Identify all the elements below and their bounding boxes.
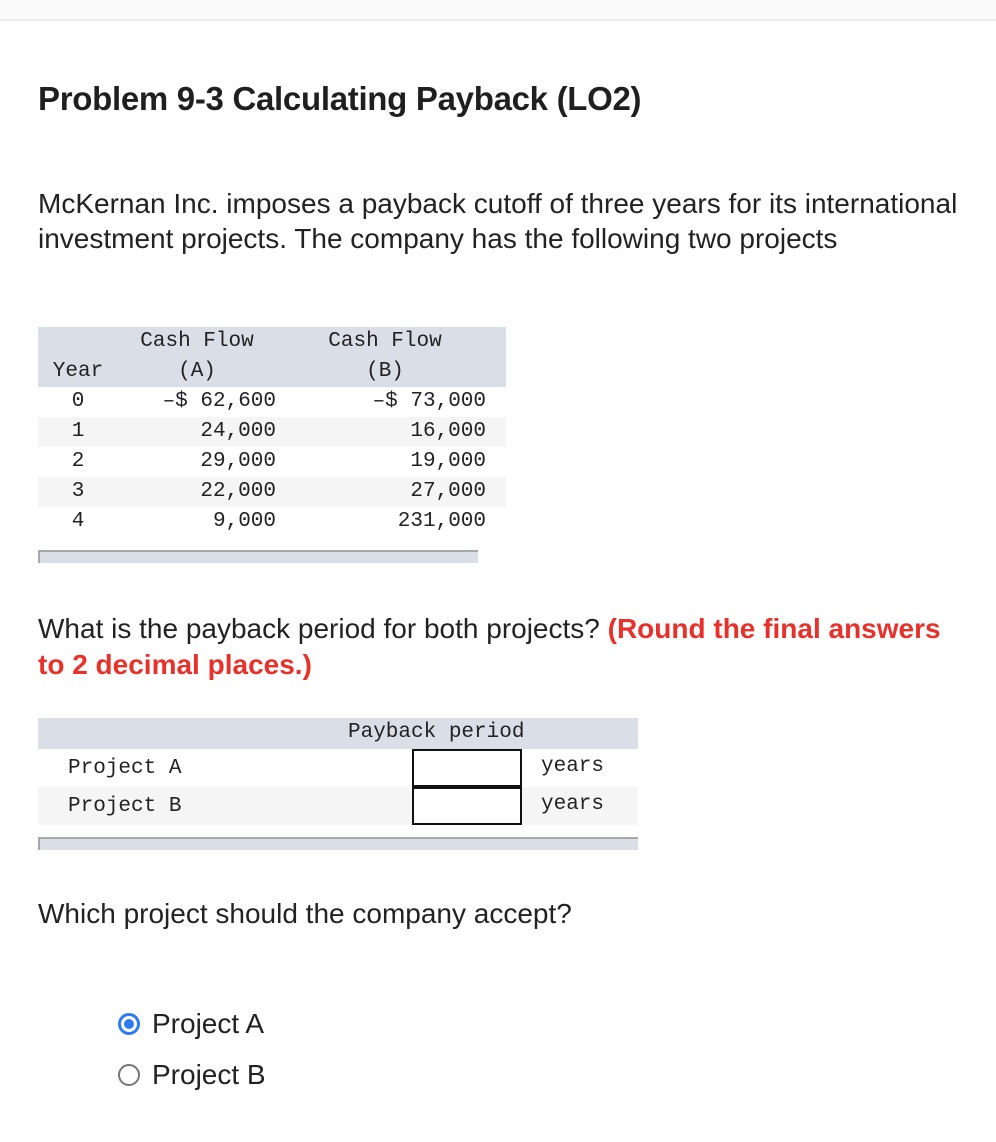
payback-table <box>38 718 638 825</box>
year-cell: 4 <box>71 510 85 533</box>
radio-option-project-b[interactable] <box>118 1049 266 1100</box>
header-cash-flow-b-line2: (B) <box>284 357 506 387</box>
header-year: Year <box>38 357 118 387</box>
project-a-label: Project A <box>68 757 182 780</box>
cash-flow-a-cell: 29,000 <box>200 450 276 473</box>
accept-question: Which project should the company accept? <box>38 898 572 929</box>
cash-flow-table <box>38 327 506 537</box>
radio-selected-icon[interactable] <box>118 1013 140 1035</box>
cash-flow-b-cell: 16,000 <box>284 417 506 447</box>
project-b-unit: years <box>541 793 605 816</box>
cash-flow-a-cell: –$ 62,600 <box>162 390 276 413</box>
payback-period-header: Payback period <box>348 721 525 744</box>
year-cell: 2 <box>71 450 85 473</box>
year-cell: 3 <box>38 477 118 507</box>
cash-flow-b-cell: 27,000 <box>284 477 506 507</box>
table-row <box>38 447 506 477</box>
project-a-unit: years <box>541 755 605 778</box>
cash-flow-b-cell: 19,000 <box>410 450 486 473</box>
cash-flow-table-footer <box>38 550 478 563</box>
question-text: What is the payback period for both projects? <box>38 613 608 644</box>
payback-question <box>38 611 958 683</box>
radio-label-project-a: Project A <box>152 1007 265 1039</box>
year-cell: 0 <box>71 390 85 413</box>
rounding-hint: (Round the final answers to 2 decimal places.) <box>38 613 941 680</box>
table-row <box>38 507 506 537</box>
project-b-label: Project B <box>68 795 182 818</box>
top-bar <box>0 0 996 21</box>
cash-flow-a-cell: 9,000 <box>212 510 276 533</box>
header-blank <box>38 327 118 357</box>
problem-title: Problem 9-3 Calculating Payback (LO2) <box>38 80 642 117</box>
payback-row-project-a <box>38 749 638 787</box>
payback-table-header <box>38 718 638 749</box>
problem-intro: McKernan Inc. imposes a payback cutoff of three years for its international investment projects. The company has the following two projects <box>38 188 958 254</box>
project-b-payback-input[interactable] <box>412 787 522 825</box>
header-cash-flow-a-line2: (A) <box>118 357 284 387</box>
header-cash-flow-b-line1: Cash Flow <box>284 327 506 357</box>
radio-unselected-icon[interactable] <box>118 1064 140 1086</box>
table-row <box>38 387 506 417</box>
cash-flow-a-cell: 22,000 <box>118 477 284 507</box>
payback-row-project-b <box>38 787 638 825</box>
accept-radio-group <box>118 998 266 1100</box>
radio-label-project-b: Project B <box>152 1058 266 1090</box>
cash-flow-a-cell: 24,000 <box>118 417 284 447</box>
header-cash-flow-a-line1: Cash Flow <box>118 327 284 357</box>
cash-flow-b-cell: 231,000 <box>397 510 486 533</box>
payback-table-footer <box>38 837 638 850</box>
year-cell: 1 <box>38 417 118 447</box>
radio-option-project-a[interactable] <box>118 998 266 1049</box>
project-a-payback-input[interactable] <box>412 749 522 787</box>
cash-flow-b-cell: –$ 73,000 <box>372 390 486 413</box>
table-row <box>38 477 506 507</box>
table-row <box>38 417 506 447</box>
